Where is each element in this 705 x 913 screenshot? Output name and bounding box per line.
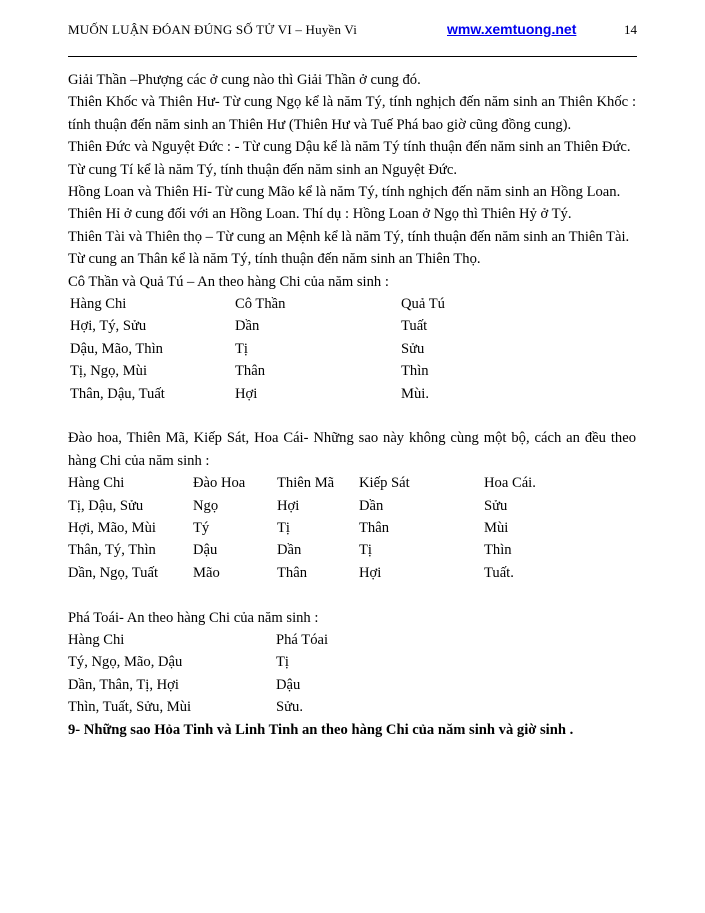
blank-line [68, 405, 636, 427]
table-header-cell: Kiếp Sát [359, 475, 410, 492]
table-cell: Tị, Dậu, Sửu [68, 497, 144, 514]
table-cell: Dậu, Mão, Thìn [70, 340, 163, 357]
table-header-cell: Hàng Chi [70, 296, 127, 313]
table-cell: Tuất. [484, 564, 514, 581]
paragraph: Hồng Loan và Thiên Hỉ- Từ cung Mão kể là năm Tý, tính nghịch đến năm sinh an Hồng Loan. [68, 184, 621, 201]
table-cell: Sửu [401, 340, 425, 357]
paragraph: Phá Toái- An theo hàng Chi của năm sinh : [68, 609, 319, 626]
paragraph: Giải Thần –Phượng các ở cung nào thì Giải Thần ở cung đó. [68, 72, 421, 88]
table-cell: Mão [193, 564, 220, 581]
table-header-cell: Hàng Chi [68, 475, 125, 492]
paragraph: Cô Thần và Quả Tú – An theo hàng Chi của năm sinh : [68, 273, 389, 290]
table-row [68, 539, 636, 561]
table-row [68, 315, 636, 337]
table-header-cell: Hoa Cái. [484, 475, 536, 492]
table-cell: Tị, Ngọ, Mùi [70, 363, 148, 380]
table-cell: Mùi [484, 520, 509, 536]
table-co-than-qua-tu [68, 293, 636, 405]
table-row [68, 338, 636, 360]
table-row [68, 651, 636, 673]
table-header-cell: Cô Thần [235, 296, 286, 313]
table-cell: Thìn [401, 363, 429, 380]
paragraph: Từ cung an Thân kể là năm Tý, tính thuận đến năm sinh an Thiên Thọ. [68, 251, 481, 268]
table-cell: Thân [235, 363, 265, 380]
table-row [68, 383, 636, 405]
table-cell: Thân, Dậu, Tuất [70, 385, 165, 402]
header-title: MUỐN LUẬN ĐÓAN ĐÚNG SỐ TỬ VI – Huyền Vi [68, 22, 358, 37]
section-heading: 9- Những sao Hỏa Tinh và Linh Tinh an theo hàng Chi của năm sinh và giờ sinh . [68, 721, 574, 738]
table-cell: Dậu [276, 676, 301, 693]
table-cell: Sửu [484, 497, 508, 514]
page-number: 14 [624, 22, 637, 37]
paragraph: Đào hoa, Thiên Mã, Kiếp Sát, Hoa Cái- Những sao này không cùng một bộ, cách an đều theo hàng Chi của năm sinh : [68, 430, 636, 469]
table-cell: Tuất [401, 318, 428, 335]
table-row [68, 517, 636, 539]
table-row [68, 360, 636, 382]
table-cell: Hợi, Mão, Mùi [68, 520, 156, 536]
table-cell: Thân [277, 564, 307, 581]
table-pha-toai [68, 629, 636, 719]
paragraph: Từ cung Tí kể là năm Tý, tính thuận đến năm sinh an Nguyệt Đức. [68, 161, 457, 178]
table-cell: Tý, Ngọ, Mão, Dậu [68, 654, 183, 671]
page-header [68, 20, 637, 42]
table-cell: Thìn [484, 542, 512, 559]
table-cell: Tị [235, 340, 248, 357]
table-row [68, 562, 636, 584]
blank-line [68, 584, 636, 606]
table-cell: Tị [359, 542, 372, 559]
table-header-cell: Phá Tóai [276, 631, 329, 648]
paragraph: Thiên Hỉ ở cung đối với an Hồng Loan. Thí dụ : Hồng Loan ở Ngọ thì Thiên Hỷ ở Tý. [68, 206, 572, 223]
table-cell: Dần [235, 318, 260, 335]
table-header-row [68, 472, 636, 494]
table-cell: Mùi. [401, 385, 429, 402]
table-cell: Hợi [235, 385, 258, 402]
table-cell: Hợi [277, 497, 300, 514]
table-cell: Tị [277, 520, 290, 536]
paragraph: Thiên Khốc và Thiên Hư- Từ cung Ngọ kể là năm Tý, tính nghịch đến năm sinh an Thiên Khốc : tính thuận đến năm sinh an Thiên Hư (Thiên Hư và Tuế Phá bao giờ cũng đồng cung). [68, 94, 636, 133]
table-row [68, 495, 636, 517]
table-cell: Ngọ [193, 497, 219, 514]
table-row [68, 674, 636, 696]
table-cell: Hợi, Tý, Sửu [70, 318, 147, 335]
table-cell: Tị [276, 654, 289, 671]
table-header-cell: Quả Tú [401, 296, 445, 313]
table-cell: Tý [193, 520, 210, 536]
table-header-row [68, 629, 636, 651]
page-body [68, 69, 636, 741]
table-cell: Thân [359, 520, 389, 536]
table-cell: Dần [359, 497, 384, 514]
table-cell: Dần, Ngọ, Tuất [68, 564, 159, 581]
table-cell: Thìn, Tuất, Sửu, Mùi [68, 699, 192, 716]
table-cell: Sửu. [276, 699, 303, 716]
table-header-row [68, 293, 636, 315]
table-cell: Hợi [359, 564, 382, 581]
paragraph: Thiên Đức và Nguyệt Đức : - Từ cung Dậu kể là năm Tý tính thuận đến năm sinh an Thiên Đức. [68, 139, 631, 156]
table-cell: Thân, Tý, Thìn [68, 542, 156, 559]
paragraph: Thiên Tài và Thiên thọ – Từ cung an Mệnh kể là năm Tý, tính thuận đến năm sinh an Thiên Tài. [68, 228, 630, 245]
table-dao-hoa [68, 472, 636, 584]
table-cell: Dần, Thân, Tị, Hợi [68, 676, 179, 693]
header-site-link[interactable]: wmw.xemtuong.net [447, 21, 577, 37]
table-header-cell: Đào Hoa [193, 475, 246, 492]
table-row [68, 696, 636, 718]
header-divider [68, 56, 637, 57]
table-cell: Dậu [193, 542, 218, 559]
table-cell: Dần [277, 542, 302, 559]
table-header-cell: Hàng Chi [68, 631, 125, 648]
table-header-cell: Thiên Mã [277, 475, 335, 492]
